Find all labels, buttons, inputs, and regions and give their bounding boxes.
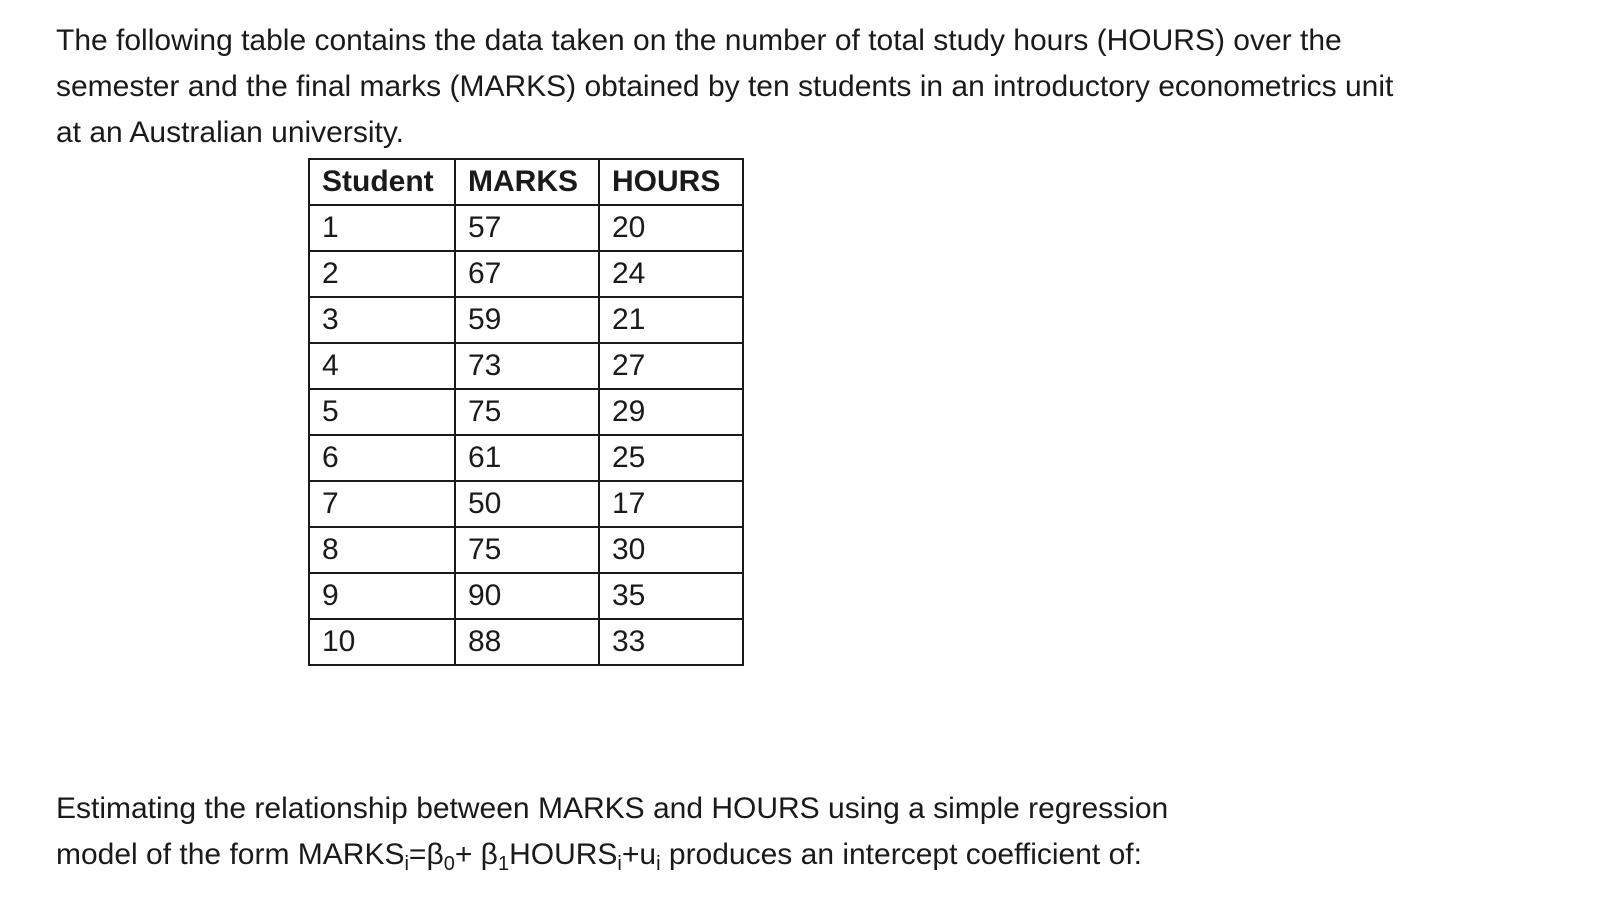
cell-marks: 57 <box>455 205 599 251</box>
cell-marks: 90 <box>455 573 599 619</box>
header-hours: HOURS <box>599 159 743 205</box>
table-row <box>309 435 743 481</box>
cell-hours: 25 <box>599 435 743 481</box>
data-table <box>308 158 744 666</box>
question-prefix: model of the form <box>56 838 298 871</box>
cell-marks: 75 <box>455 389 599 435</box>
table-row <box>309 297 743 343</box>
table-row <box>309 251 743 297</box>
table-row <box>309 619 743 665</box>
cell-student: 9 <box>309 573 455 619</box>
table-row <box>309 205 743 251</box>
header-marks: MARKS <box>455 159 599 205</box>
table-row <box>309 527 743 573</box>
cell-student: 5 <box>309 389 455 435</box>
cell-marks: 61 <box>455 435 599 481</box>
question-suffix: produces an intercept coefficient of: <box>660 838 1142 871</box>
cell-marks: 59 <box>455 297 599 343</box>
cell-student: 3 <box>309 297 455 343</box>
cell-marks: 75 <box>455 527 599 573</box>
cell-hours: 35 <box>599 573 743 619</box>
cell-marks: 50 <box>455 481 599 527</box>
cell-student: 10 <box>309 619 455 665</box>
table-row <box>309 573 743 619</box>
cell-student: 1 <box>309 205 455 251</box>
cell-hours: 30 <box>599 527 743 573</box>
table-row <box>309 343 743 389</box>
cell-student: 8 <box>309 527 455 573</box>
cell-student: 7 <box>309 481 455 527</box>
question-paragraph <box>56 786 1416 878</box>
intro-paragraph: The following table contains the data taken on the number of total study hours (HOURS) over the semester and the final marks (MARKS) obtained by ten students in an introductory econometrics unit at an Australian university. <box>56 24 1394 149</box>
cell-hours: 27 <box>599 343 743 389</box>
question-line-1: Estimating the relationship between MARKS and HOURS using a simple regression <box>56 792 1169 825</box>
cell-marks: 73 <box>455 343 599 389</box>
cell-hours: 17 <box>599 481 743 527</box>
cell-student: 4 <box>309 343 455 389</box>
cell-marks: 88 <box>455 619 599 665</box>
regression-formula: $MARKS_i=\beta_0+$ $\beta_1HOURS_i+u_i$ <box>297 838 661 875</box>
cell-hours: 20 <box>599 205 743 251</box>
cell-hours: 21 <box>599 297 743 343</box>
cell-student: 6 <box>309 435 455 481</box>
cell-hours: 24 <box>599 251 743 297</box>
table-row <box>309 389 743 435</box>
cell-student: 2 <box>309 251 455 297</box>
cell-hours: 33 <box>599 619 743 665</box>
cell-hours: 29 <box>599 389 743 435</box>
header-student: Student <box>309 159 455 205</box>
cell-marks: 67 <box>455 251 599 297</box>
table-header-row <box>309 159 743 205</box>
table-row <box>309 481 743 527</box>
